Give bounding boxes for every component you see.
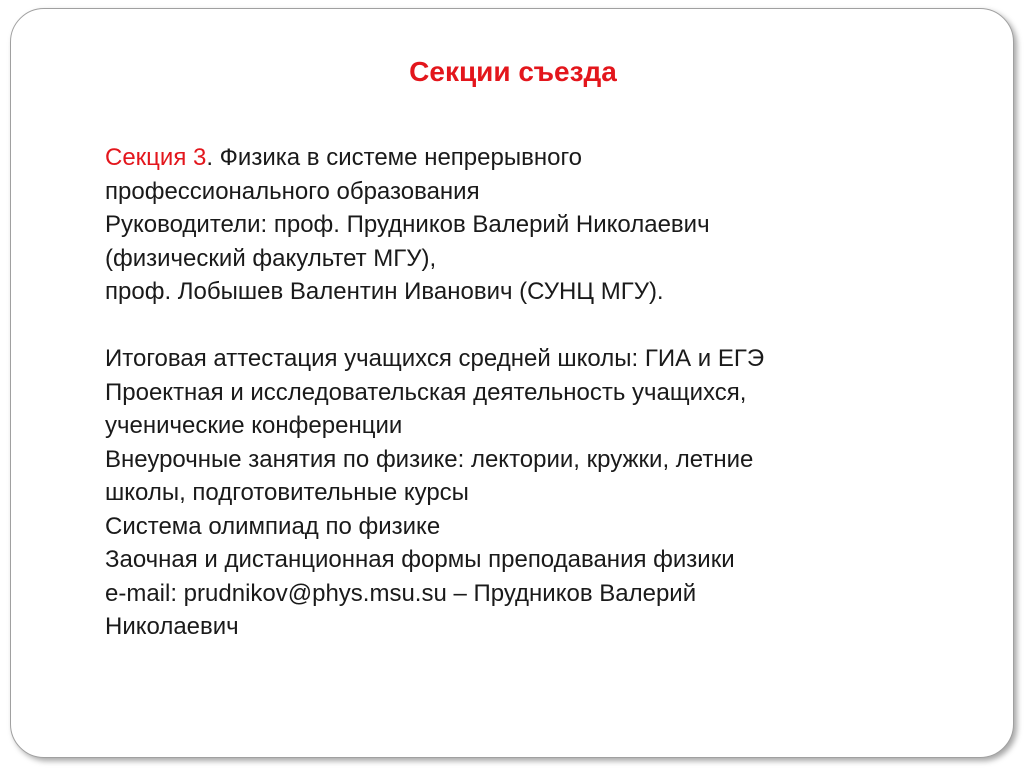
section-title-start: . Физика в системе непрерывного [206,144,583,171]
body-line: Проектная и исследовательская деятельность учащихся, [105,378,747,406]
slide-body [105,141,985,644]
body-line: Итоговая аттестация учащихся средней школы: ГИА и ЕГЭ [105,345,765,372]
body-line: Николаевич [105,613,239,640]
body-line: ученические конференции [105,412,403,439]
body-line: школы, подготовительные курсы [105,479,469,506]
body-line: (физический факультет МГУ), [105,244,437,272]
body-line: Заочная и дистанционная формы преподавания физики [105,546,735,573]
section-heading-line [105,141,985,175]
body-line: профессионального образования [105,177,480,205]
body-line: Руководители: проф. Прудников Валерий Николаевич [105,211,710,238]
slide-frame [10,8,1014,758]
contact-email-line: e-mail: prudnikov@phys.msu.su – Прудников Валерий [105,579,697,607]
spacer [105,309,985,343]
body-line: проф. Лобышев Валентин Иванович (СУНЦ МГУ). [105,278,664,305]
section-label: Секция 3 [105,144,207,171]
slide-title: Секции съезда [409,56,617,87]
body-line: Система олимпиад по физике [105,512,441,540]
body-line: Внеурочные занятия по физике: лектории, кружки, летние [105,445,754,473]
